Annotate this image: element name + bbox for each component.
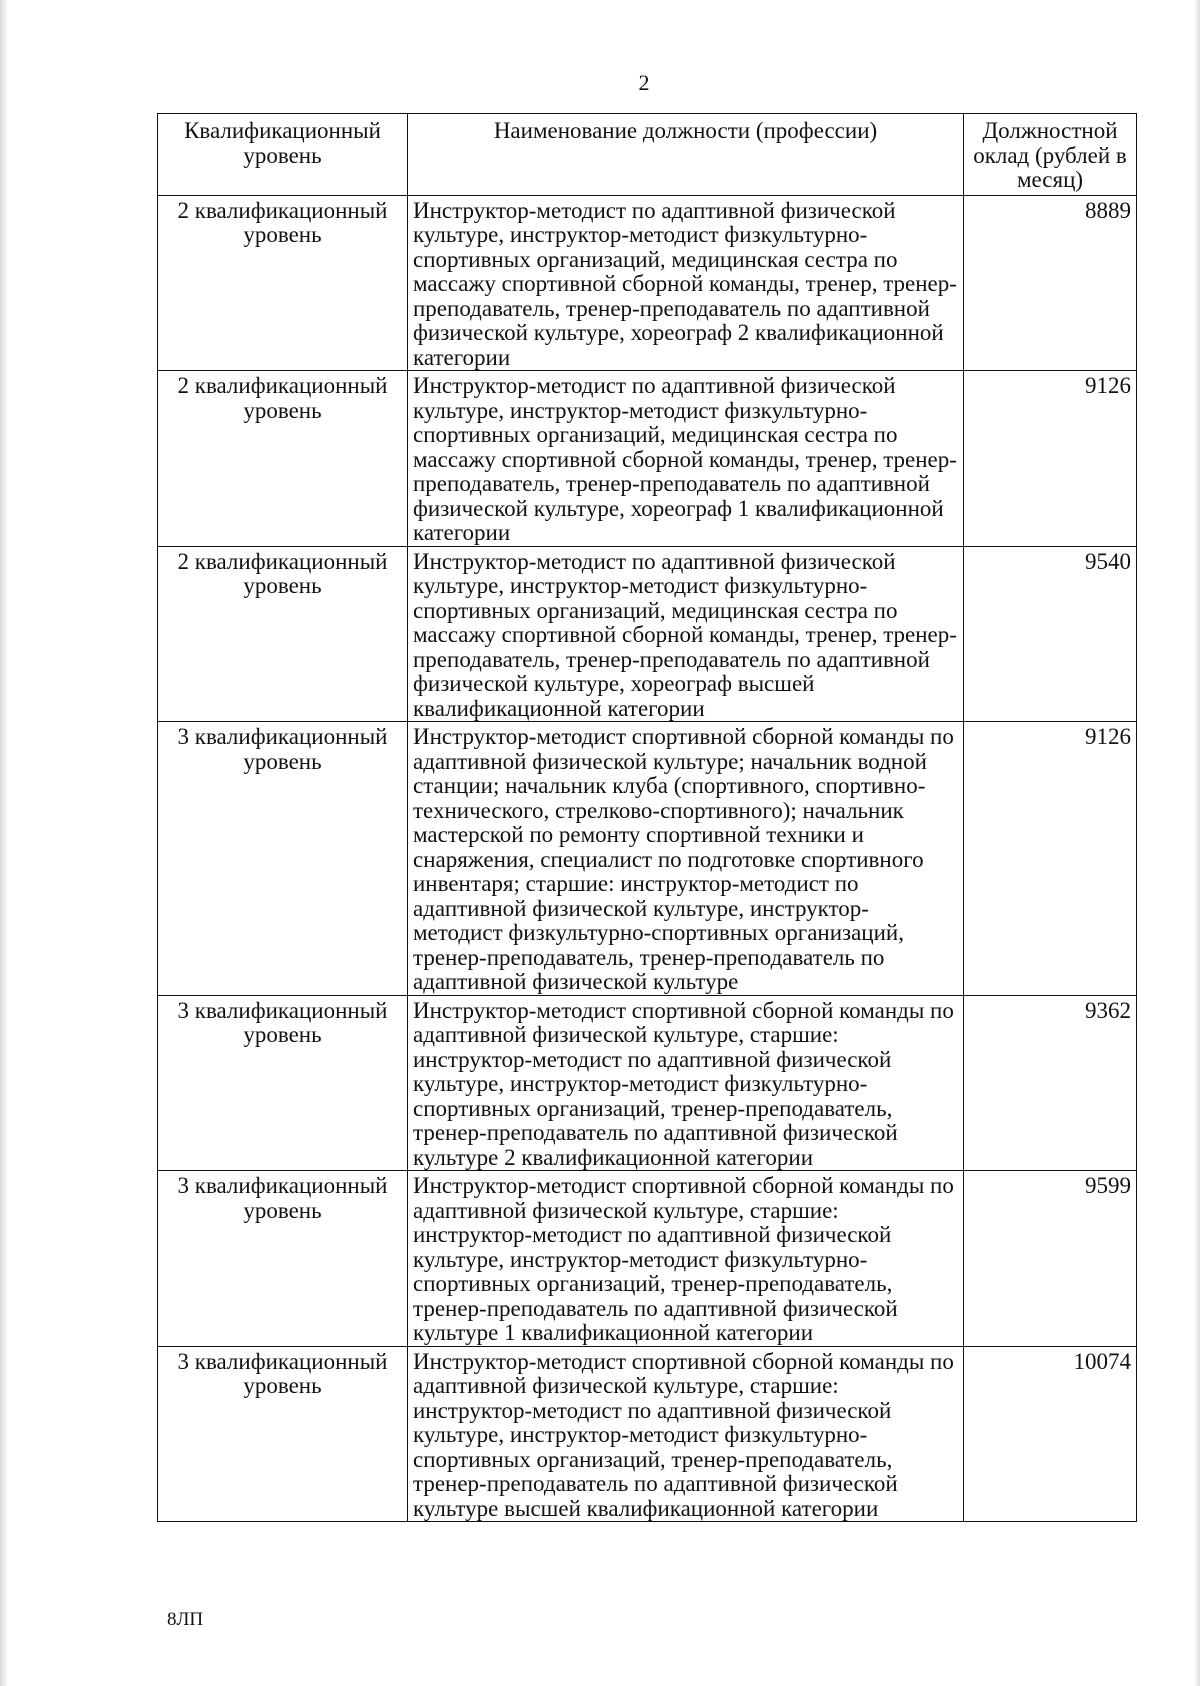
position-cell: Инструктор-методист по адаптивной физической культуре, инструктор-методист физкультурно-спортивных организаций, медицинская сестра по массажу спортивной сборной команды, тренер, тренер-преподаватель, тренер-преподаватель по адаптивной физической культуре, хореограф 1 квалификационной категории (408, 371, 964, 547)
position-cell: Инструктор-методист спортивной сборной команды по адаптивной физической культуре, старшие: инструктор-методист по адаптивной физической культуре, инструктор-методист физкультурно-спортивных организаций, тренер-преподаватель, тренер-преподаватель по адаптивной физической культуре 2 квалификационной категории (408, 995, 964, 1171)
level-cell: 3 квалификационный уровень (158, 722, 408, 996)
salary-cell: 9362 (964, 995, 1137, 1171)
salary-cell: 9540 (964, 546, 1137, 722)
level-cell: 3 квалификационный уровень (158, 1171, 408, 1347)
table-header-row (158, 114, 1137, 196)
position-cell: Инструктор-методист спортивной сборной команды по адаптивной физической культуре, старшие: инструктор-методист по адаптивной физической культуре, инструктор-методист физкультурно-спортивных организаций, тренер-преподаватель, тренер-преподаватель по адаптивной физической культуре 1 квалификационной категории (408, 1171, 964, 1347)
salary-cell: 8889 (964, 195, 1137, 371)
header-salary: Должностной оклад (рублей в месяц) (964, 114, 1137, 196)
table-row (158, 546, 1137, 722)
level-cell: 3 квалификационный уровень (158, 995, 408, 1171)
table-row (158, 1346, 1137, 1522)
level-cell: 2 квалификационный уровень (158, 195, 408, 371)
table-row (158, 722, 1137, 996)
position-cell: Инструктор-методист спортивной сборной команды по адаптивной физической культуре, старшие: инструктор-методист по адаптивной физической культуре, инструктор-методист физкультурно-спортивных организаций, тренер-преподаватель, тренер-преподаватель по адаптивной физической культуре высшей квалификационной категории (408, 1346, 964, 1522)
position-cell: Инструктор-методист спортивной сборной команды по адаптивной физической культуре; начальник водной станции; начальник клуба (спортивного, спортивно-технического, стрелково-спортивного); начальник мастерской по ремонту спортивной техники и снаряжения, специалист по подготовке спортивного инвентаря; старшие: инструктор-методист по адаптивной физической культуре, инструктор-методист физкультурно-спортивных организаций, тренер-преподаватель, тренер-преподаватель по адаптивной физической культуре (408, 722, 964, 996)
salary-cell: 9126 (964, 722, 1137, 996)
scan-edge-right (1194, 0, 1200, 1686)
level-cell: 2 квалификационный уровень (158, 546, 408, 722)
salary-cell: 9126 (964, 371, 1137, 547)
salary-table (157, 113, 1137, 1522)
footer-code: 8ЛП (167, 1609, 204, 1630)
level-cell: 3 квалификационный уровень (158, 1346, 408, 1522)
page-number: 2 (638, 70, 650, 95)
level-cell: 2 квалификационный уровень (158, 371, 408, 547)
table-row (158, 1171, 1137, 1347)
header-position: Наименование должности (профессии) (408, 114, 964, 196)
scan-edge-left (0, 0, 8, 1686)
table-row (158, 371, 1137, 547)
salary-cell: 9599 (964, 1171, 1137, 1347)
position-cell: Инструктор-методист по адаптивной физической культуре, инструктор-методист физкультурно-спортивных организаций, медицинская сестра по массажу спортивной сборной команды, тренер, тренер-преподаватель, тренер-преподаватель по адаптивной физической культуре, хореограф 2 квалификационной категории (408, 195, 964, 371)
header-level: Квалификационный уровень (158, 114, 408, 196)
position-cell: Инструктор-методист по адаптивной физической культуре, инструктор-методист физкультурно-спортивных организаций, медицинская сестра по массажу спортивной сборной команды, тренер, тренер-преподаватель, тренер-преподаватель по адаптивной физической культуре, хореограф высшей квалификационной категории (408, 546, 964, 722)
table-row (158, 995, 1137, 1171)
table-row (158, 195, 1137, 371)
salary-cell: 10074 (964, 1346, 1137, 1522)
